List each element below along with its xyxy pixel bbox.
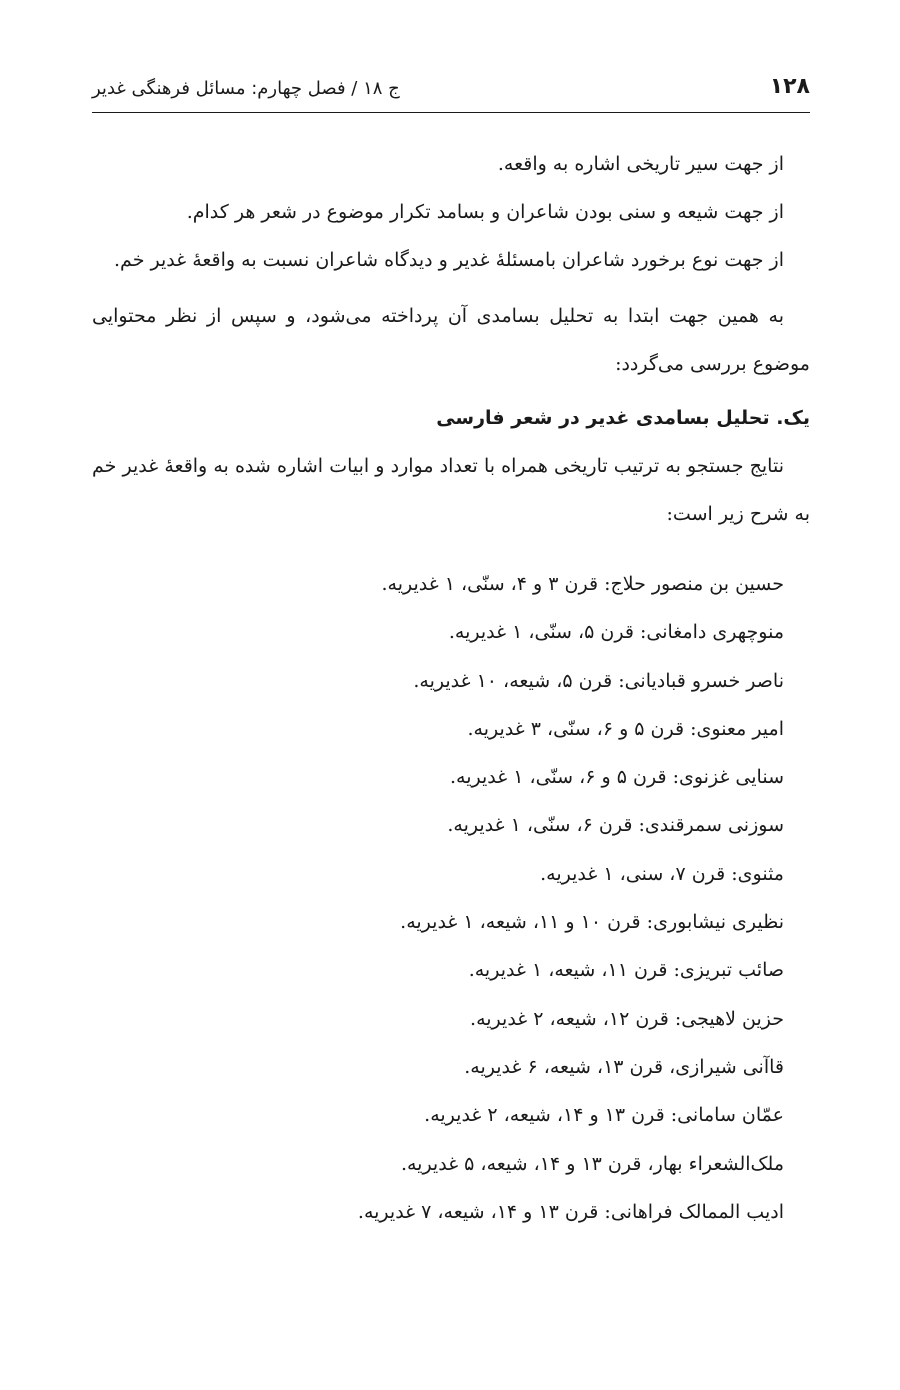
page-header [92, 72, 810, 113]
intro-line: از جهت سیر تاریخی اشاره به واقعه. [497, 153, 784, 175]
list-item: ناصر خسرو قبادیانی: قرن ۵، شیعه، ۱۰ غدیریه. [413, 669, 784, 692]
list-item: سنایی غزنوی: قرن ۵ و ۶، سنّی، ۱ غدیریه. [449, 766, 784, 789]
list-item: حسین بن منصور حلاج: قرن ۳ و ۴، سنّی، ۱ غدیریه. [381, 573, 784, 595]
intro-line: از جهت شیعه و سنی بودن شاعران و بسامد تکرار موضوع در شعر هر کدام. [186, 201, 784, 223]
body-text [92, 140, 810, 1236]
poet-list [92, 560, 810, 1236]
list-item: حزین لاهیجی: قرن ۱۲، شیعه، ۲ غدیریه. [470, 1007, 784, 1030]
list-item: منوچهری دامغانی: قرن ۵، سنّی، ۱ غدیریه. [448, 621, 784, 644]
list-item: ادیب الممالک فراهانی: قرن ۱۳ و ۱۴، شیعه، ۷ غدیریه. [357, 1200, 784, 1223]
list-item: سوزنی سمرقندی: قرن ۶، سنّی، ۱ غدیریه. [447, 814, 784, 837]
list-item: قاآنی شیرازی، قرن ۱۳، شیعه، ۶ غدیریه. [464, 1055, 784, 1078]
list-item: نظیری نیشابوری: قرن ۱۰ و ۱۱، شیعه، ۱ غدیریه. [400, 911, 784, 934]
page-number: ۱۲۸ [769, 74, 810, 99]
list-item: صائب تبریزی: قرن ۱۱، شیعه، ۱ غدیریه. [468, 959, 784, 982]
list-item: مثنوی: قرن ۷، سنی، ۱ غدیریه. [540, 862, 784, 885]
section-intro: نتایج جستجو به ترتیب تاریخی همراه با تعداد موارد و ابیات اشاره شده به واقعهٔ غدیر خم به شرح زیر است: [92, 455, 810, 525]
section-heading: یک. تحلیل بسامدی غدیر در شعر فارسی [436, 407, 810, 429]
running-title: ج ۱۸ / فصل چهارم: مسائل فرهنگی غدیر [92, 78, 400, 99]
list-item: عمّان سامانی: قرن ۱۳ و ۱۴، شیعه، ۲ غدیریه. [424, 1104, 784, 1127]
paragraph: به همین جهت ابتدا به تحلیل بسامدی آن پرداخته می‌شود، و سپس از نظر محتوایی موضوع بررسی می‌گردد: [92, 305, 810, 375]
list-item: امیر معنوی: قرن ۵ و ۶، سنّی، ۳ غدیریه. [467, 717, 784, 740]
list-item: ملک‌الشعراء بهار، قرن ۱۳ و ۱۴، شیعه، ۵ غدیریه. [400, 1152, 784, 1175]
intro-line: از جهت نوع برخورد شاعران بامسئلهٔ غدیر و دیدگاه شاعران نسبت به واقعهٔ غدیر خم. [114, 249, 784, 271]
document-page [92, 0, 810, 1390]
